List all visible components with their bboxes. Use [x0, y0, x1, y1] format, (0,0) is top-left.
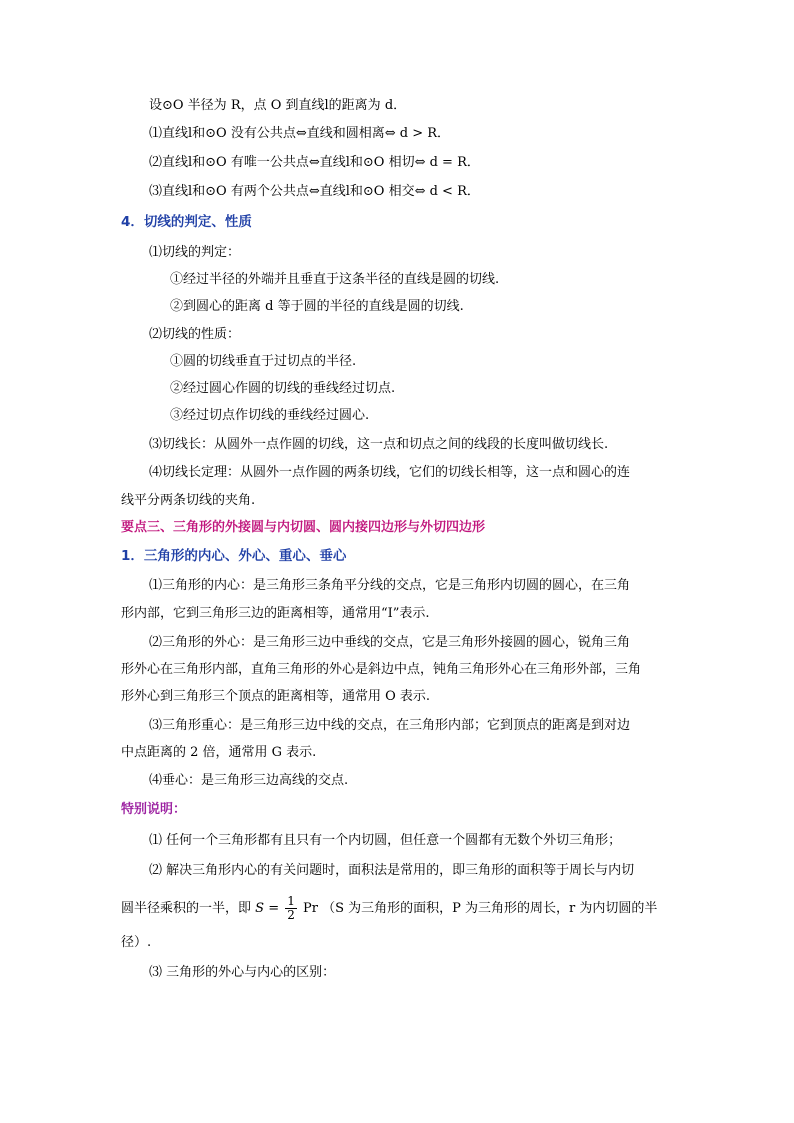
key-point-3-heading: 要点三、三角形的外接圆与内切圆、圆内接四边形与外切四边形	[121, 520, 486, 535]
tangent-judgement-item-2: ②到圆心的距离 d 等于圆的半径的直线是圆的切线.	[170, 299, 464, 314]
special-note-item-1: ⑴ 任何一个三角形都有且只有一个内切圆，但任意一个圆都有无数个外切三角形；	[149, 833, 622, 848]
radius-distance-statement: 设⊙O 半径为 R，点 O 到直线l的距离为 d．	[149, 98, 407, 113]
tangent-length-theorem-line-2: 线平分两条切线的夹角.	[121, 493, 256, 508]
tangent-length-theorem-line-1: ⑷切线长定理：从圆外一点作圆的两条切线，它们的切线长相等，这一点和圆心的连	[149, 465, 631, 480]
centroid-line-1: ⑶三角形重心：是三角形三边中线的交点，在三角形内部；它到顶点的距离是到对边	[149, 718, 631, 733]
special-note-item-2-line-3: 径）.	[121, 935, 152, 950]
tangent-condition: ⑵直线l和⊙O 有唯一公共点⇔直线l和⊙O 相切⇔ d = R．	[149, 155, 480, 170]
special-note-item-2-line-2	[121, 895, 657, 922]
tangent-length-definition: ⑶切线长：从圆外一点作圆的切线，这一点和切点之间的线段的长度叫做切线长.	[149, 437, 609, 452]
tangent-property-item-1: ①圆的切线垂直于过切点的半径.	[170, 354, 357, 369]
special-note-item-3: ⑶ 三角形的外心与内心的区别：	[149, 965, 336, 980]
section-1-heading: 1．三角形的内心、外心、重心、垂心	[121, 548, 347, 564]
orthocenter-line: ⑷垂心：是三角形三边高线的交点.	[149, 773, 349, 788]
tangent-property-title: ⑵切线的性质：	[149, 327, 241, 342]
incenter-line-1: ⑴三角形的内心：是三角形三条角平分线的交点，它是三角形内切圆的圆心，在三角	[149, 578, 631, 593]
tangent-property-item-2: ②经过圆心作圆的切线的垂线经过切点.	[170, 381, 396, 396]
intersect-condition: ⑶直线l和⊙O 有两个公共点⇔直线l和⊙O 相交⇔ d < R．	[149, 184, 480, 199]
special-note-item-2-line-1: ⑵ 解决三角形内心的有关问题时，面积法是常用的，即三角形的面积等于周长与内切	[149, 863, 635, 878]
circumcenter-line-3: 形外心到三角形三个顶点的距离相等，通常用 O 表示.	[121, 689, 431, 704]
formula-explanation: （S 为三角形的面积，P 为三角形的周长，r 为内切圆的半	[322, 901, 658, 916]
formula-s-equals: S =	[255, 901, 280, 916]
tangent-judgement-item-1: ①经过半径的外端并且垂直于这条半径的直线是圆的切线.	[170, 272, 500, 287]
formula-lead-text: 圆半径乘积的一半，即	[121, 901, 252, 916]
fraction-numerator: 1	[287, 894, 295, 908]
special-note-heading: 特别说明：	[121, 802, 187, 817]
separate-condition: ⑴直线l和⊙O 没有公共点⇔直线和圆相离⇔ d > R．	[149, 126, 451, 141]
section-4-heading: 4．切线的判定、性质	[121, 214, 252, 230]
circumcenter-line-1: ⑵三角形的外心：是三角形三边中垂线的交点，它是三角形外接圆的圆心，锐角三角	[149, 635, 631, 650]
fraction-denominator: 2	[287, 908, 295, 922]
centroid-line-2: 中点距离的 2 倍，通常用 G 表示.	[121, 745, 317, 760]
circumcenter-line-2: 形外心在三角形内部，直角三角形的外心是斜边中点，钝角三角形外心在三角形外部，三角	[121, 662, 642, 677]
tangent-judgement-title: ⑴切线的判定：	[149, 245, 241, 260]
formula-fraction	[285, 895, 297, 922]
incenter-line-2: 形内部，它到三角形三边的距离相等，通常用“I”表示.	[121, 606, 430, 621]
formula-pr: Pr	[303, 901, 318, 916]
tangent-property-item-3: ③经过切点作切线的垂线经过圆心.	[170, 408, 370, 423]
